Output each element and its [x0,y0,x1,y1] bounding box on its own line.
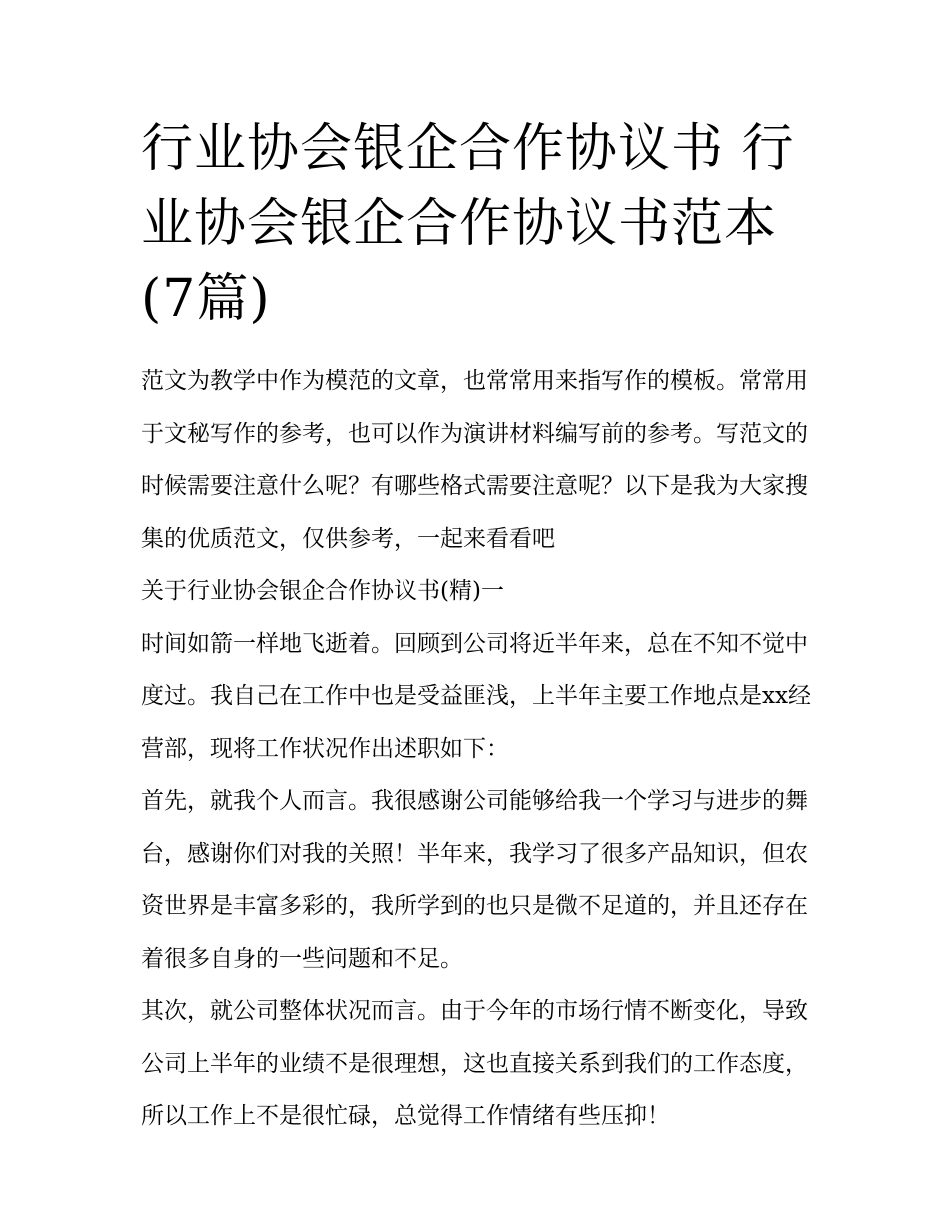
document-body [141,355,813,1143]
body-paragraph: 首先，就我个人而言。我很感谢公司能够给我一个学习与进步的舞台，感谢你们对我的关照！半年来，我学习了很多产品知识，但农资世界是丰富多彩的，我所学到的也只是微不足道的，并且还存在着很多自身的一些问题和不足。 [141,788,808,972]
body-paragraph: 其次，就公司整体状况而言。由于今年的市场行情不断变化，导致公司上半年的业绩不是很理想，这也直接关系到我们的工作态度，所以工作上不是很忙碌，总觉得工作情绪有些压抑！ [141,998,808,1129]
document-page [141,112,813,1143]
intro-paragraph: 范文为教学中作为模范的文章，也常常用来指写作的模板。常常用于文秘写作的参考，也可以作为演讲材料编写前的参考。写范文的时候需要注意什么呢？有哪些格式需要注意呢？以下是我为大家搜集的优质范文，仅供参考，一起来看看吧 [141,368,808,552]
document-title: 行业协会银企合作协议书 行业协会银企合作协议书范本(7篇) [141,119,795,329]
body-paragraph: 时间如箭一样地飞逝着。回顾到公司将近半年来，总在不知不觉中度过。我自己在工作中也是受益匪浅，上半年主要工作地点是xx经营部，现将工作状况作出述职如下： [141,630,811,762]
section-heading: 关于行业协会银企合作协议书(精)一 [141,578,504,604]
